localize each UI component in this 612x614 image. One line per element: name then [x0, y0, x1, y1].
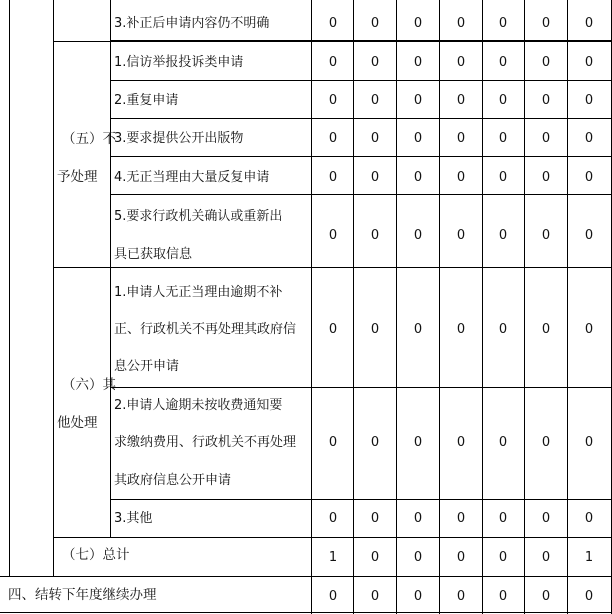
- cell-value: 0: [370, 511, 380, 526]
- row-label: 2.申请人逾期未按收费通知要: [114, 398, 283, 413]
- cell-value: 0: [584, 589, 594, 604]
- cell-value: 0: [370, 55, 380, 70]
- cell-value: 0: [328, 435, 338, 450]
- grid-line: [0, 576, 612, 577]
- cell-value: 0: [370, 131, 380, 146]
- cell-value: 0: [456, 589, 466, 604]
- cell-value: 0: [328, 589, 338, 604]
- cell-value: 0: [456, 322, 466, 337]
- cell-value: 0: [413, 511, 423, 526]
- cell-value: 0: [541, 511, 551, 526]
- cell-value: 0: [413, 16, 423, 31]
- cell-value: 0: [498, 131, 508, 146]
- cell-value: 0: [413, 589, 423, 604]
- grid-line: [439, 0, 440, 614]
- grid-line: [111, 499, 612, 500]
- row-label: 3.补正后申请内容仍不明确: [114, 16, 270, 31]
- cell-value: 0: [498, 93, 508, 108]
- grid-line: [0, 612, 612, 613]
- cell-value: 0: [456, 93, 466, 108]
- grid-line: [353, 0, 354, 614]
- cell-value: 0: [541, 435, 551, 450]
- cell-value: 0: [413, 435, 423, 450]
- row-label: 3.其他: [114, 511, 153, 526]
- cell-value: 0: [413, 55, 423, 70]
- cell-value: 0: [498, 228, 508, 243]
- cell-value: 0: [541, 170, 551, 185]
- cell-value: 0: [584, 55, 594, 70]
- cell-value: 0: [541, 550, 551, 565]
- cell-value: 0: [456, 550, 466, 565]
- cell-value: 0: [328, 16, 338, 31]
- cell-value: 0: [541, 322, 551, 337]
- cell-value: 0: [584, 322, 594, 337]
- cell-value: 0: [498, 511, 508, 526]
- row-label: 求缴纳费用、行政机关不再处理: [114, 435, 297, 450]
- cell-value: 0: [370, 228, 380, 243]
- row-label: 四、结转下年度继续办理: [8, 587, 157, 603]
- cell-value: 0: [498, 322, 508, 337]
- row-label: 2.重复申请: [114, 93, 179, 108]
- cell-value: 0: [541, 589, 551, 604]
- cell-value: 0: [498, 435, 508, 450]
- grid-line: [524, 0, 525, 614]
- grid-line: [110, 0, 111, 537]
- cell-value: 0: [498, 55, 508, 70]
- cell-value: 0: [328, 511, 338, 526]
- cell-value: 0: [498, 170, 508, 185]
- cell-value: 0: [328, 93, 338, 108]
- grid-line: [111, 156, 612, 157]
- cell-value: 0: [456, 435, 466, 450]
- cell-value: 0: [456, 55, 466, 70]
- row-label: 正、行政机关不再处理其政府信: [114, 322, 297, 337]
- cell-value: 0: [498, 550, 508, 565]
- cell-value: 0: [584, 93, 594, 108]
- grid-line: [54, 41, 612, 42]
- row-label: 1.信访举报投诉类申请: [114, 55, 244, 70]
- cell-value: 0: [584, 228, 594, 243]
- cell-value: 0: [370, 322, 380, 337]
- cell-value: 0: [584, 16, 594, 31]
- cell-value: 0: [328, 228, 338, 243]
- row-label: 具已获取信息: [114, 247, 193, 262]
- cell-value: 0: [328, 322, 338, 337]
- grid-line: [53, 0, 54, 576]
- cell-value: 0: [456, 511, 466, 526]
- cell-value: 0: [541, 228, 551, 243]
- row-label: （七）总计: [62, 547, 130, 563]
- grid-line: [54, 537, 612, 538]
- cell-value: 0: [328, 170, 338, 185]
- grid-line: [482, 0, 483, 614]
- cell-value: 0: [370, 550, 380, 565]
- cell-value: 0: [456, 170, 466, 185]
- cell-value: 1: [328, 550, 338, 565]
- cell-value: 0: [370, 170, 380, 185]
- cell-value: 1: [584, 550, 594, 565]
- cell-value: 0: [370, 435, 380, 450]
- cell-value: 0: [456, 228, 466, 243]
- row-label: 5.要求行政机关确认或重新出: [114, 209, 283, 224]
- cell-value: 0: [584, 511, 594, 526]
- cell-value: 0: [370, 16, 380, 31]
- cell-value: 0: [328, 55, 338, 70]
- grid-line: [54, 267, 612, 268]
- cell-value: 0: [541, 55, 551, 70]
- grid-line: [9, 0, 10, 576]
- group-label: （五）不: [62, 131, 116, 147]
- grid-line: [111, 194, 612, 195]
- cell-value: 0: [584, 170, 594, 185]
- row-label: 3.要求提供公开出版物: [114, 131, 244, 146]
- row-label: 4.无正当理由大量反复申请: [114, 170, 270, 185]
- cell-value: 0: [413, 170, 423, 185]
- grid-line: [311, 0, 312, 614]
- cell-value: 0: [456, 131, 466, 146]
- cell-value: 0: [413, 93, 423, 108]
- group-label: 予处理: [57, 169, 98, 185]
- grid-line: [567, 0, 568, 614]
- cell-value: 0: [541, 93, 551, 108]
- cell-value: 0: [498, 16, 508, 31]
- grid-line: [396, 0, 397, 614]
- cell-value: 0: [413, 131, 423, 146]
- row-label: 1.申请人无正当理由逾期不补: [114, 285, 283, 300]
- row-label: 其政府信息公开申请: [114, 473, 232, 488]
- grid-line: [111, 80, 612, 81]
- cell-value: 0: [584, 435, 594, 450]
- grid-line: [111, 387, 612, 388]
- cell-value: 0: [498, 589, 508, 604]
- row-label: 息公开申请: [114, 359, 180, 374]
- cell-value: 0: [541, 131, 551, 146]
- cell-value: 0: [584, 131, 594, 146]
- cell-value: 0: [370, 589, 380, 604]
- cell-value: 0: [328, 131, 338, 146]
- cell-value: 0: [413, 322, 423, 337]
- cell-value: 0: [370, 93, 380, 108]
- cell-value: 0: [541, 16, 551, 31]
- grid-line: [111, 118, 612, 119]
- cell-value: 0: [413, 550, 423, 565]
- group-label: （六）其: [62, 377, 116, 393]
- cell-value: 0: [413, 228, 423, 243]
- group-label: 他处理: [57, 415, 98, 431]
- cell-value: 0: [456, 16, 466, 31]
